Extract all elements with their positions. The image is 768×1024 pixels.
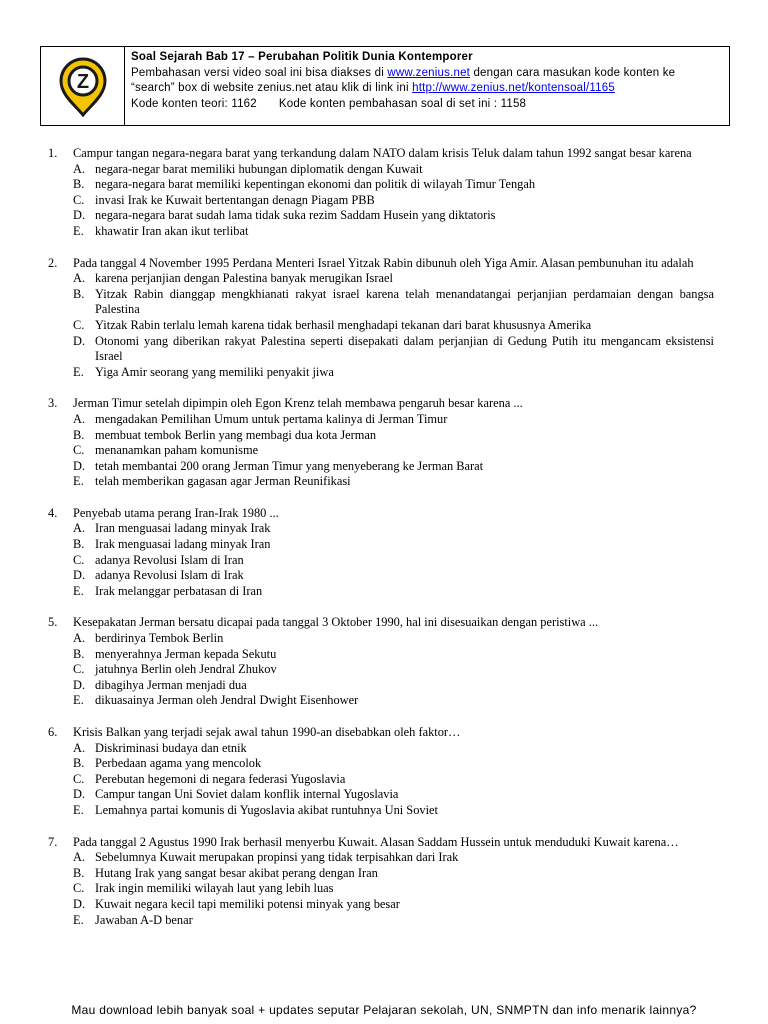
answer-option <box>73 208 714 224</box>
answer-option <box>73 412 714 428</box>
option-letter: A. <box>73 850 86 865</box>
option-letter: C. <box>73 192 85 207</box>
question-stem <box>48 725 714 741</box>
option-letter: A. <box>73 521 86 536</box>
option-letter: D. <box>73 333 86 348</box>
option-letter: B. <box>73 646 85 661</box>
answer-option <box>73 537 714 553</box>
option-letter: C. <box>73 317 85 332</box>
option-letter: C. <box>73 771 85 786</box>
zenius-logo-icon <box>57 55 109 117</box>
option-text: membuat tembok Berlin yang membagi dua kota Jerman <box>95 427 377 442</box>
question-text: Pada tanggal 4 November 1995 Perdana Menteri Israel Yitzak Rabin dibunuh oleh Yiga Amir. Alasan pembunuhan itu adalah <box>73 255 694 270</box>
option-letter: B. <box>73 427 85 442</box>
question-number: 2. <box>48 255 58 270</box>
answer-option <box>73 678 714 694</box>
question-stem <box>48 396 714 412</box>
question-stem <box>48 506 714 522</box>
question-text: Penyebab utama perang Iran-Irak 1980 ... <box>73 505 279 520</box>
question-number: 7. <box>48 834 58 849</box>
solution-code: Kode konten pembahasan soal di set ini : 1158 <box>278 97 527 110</box>
option-text: Yiga Amir seorang yang memiliki penyakit jiwa <box>95 364 334 379</box>
answer-option <box>73 271 714 287</box>
option-text: Irak menguasai ladang minyak Iran <box>95 537 271 552</box>
question-list <box>48 146 714 944</box>
question-item <box>48 725 714 819</box>
option-list <box>48 850 714 928</box>
answer-option <box>73 772 714 788</box>
question-item <box>48 256 714 381</box>
option-text: Lemahnya partai komunis di Yugoslavia akibat runtuhnya Uni Soviet <box>95 802 438 817</box>
logo-cell <box>41 47 125 125</box>
answer-option <box>73 334 714 365</box>
option-letter: C. <box>73 881 85 896</box>
theory-code: Kode konten teori: 1162 <box>131 97 257 110</box>
answer-option <box>73 756 714 772</box>
option-letter: E. <box>73 583 84 598</box>
option-letter: E. <box>73 802 84 817</box>
option-text: adanya Revolusi Islam di Irak <box>95 568 244 583</box>
question-stem <box>48 256 714 272</box>
option-text: negara-negara barat sudah lama tidak suka rezim Saddam Husein yang diktatoris <box>95 208 496 223</box>
option-letter: A. <box>73 631 86 646</box>
question-text: Jerman Timur setelah dipimpin oleh Egon Krenz telah membawa pengaruh besar karena ... <box>73 396 523 411</box>
answer-option <box>73 647 714 663</box>
option-text: telah memberikan gagasan agar Jerman Reunifikasi <box>95 474 351 489</box>
option-text: Irak melanggar perbatasan di Iran <box>95 583 263 598</box>
option-letter: A. <box>73 271 86 286</box>
logo-letter: Z <box>76 71 89 93</box>
answer-option <box>73 568 714 584</box>
option-text: Jawaban A-D benar <box>95 912 193 927</box>
option-letter: E. <box>73 364 84 379</box>
answer-option <box>73 662 714 678</box>
option-list <box>48 271 714 380</box>
option-text: Yitzak Rabin dianggap mengkhianati rakyat israel karena telah menandatangai perjanjian perdamaian dengan bangsa Palestina <box>95 286 714 317</box>
option-text: tetah membantai 200 orang Jerman Timur yang menyeberang ke Jerman Barat <box>95 458 484 473</box>
answer-option <box>73 224 714 240</box>
answer-option <box>73 162 714 178</box>
option-text: berdirinya Tembok Berlin <box>95 631 224 646</box>
question-item <box>48 615 714 709</box>
line1-prefix: Pembahasan versi video soal ini bisa diakses di <box>131 66 388 79</box>
answer-option <box>73 584 714 600</box>
option-text: karena perjanjian dengan Palestina banyak merugikan Israel <box>95 271 393 286</box>
question-item <box>48 146 714 240</box>
answer-option <box>73 631 714 647</box>
answer-option <box>73 521 714 537</box>
option-letter: B. <box>73 286 85 301</box>
option-text: Yitzak Rabin terlalu lemah karena tidak berhasil menghadapi tekanan dari barat khususnya Amerika <box>95 317 592 332</box>
option-list <box>48 162 714 240</box>
answer-option <box>73 459 714 475</box>
option-text: menanamkan paham komunisme <box>95 443 259 458</box>
option-text: invasi Irak ke Kuwait bertentangan denagn Piagam PBB <box>95 192 375 207</box>
option-text: khawatir Iran akan ikut terlibat <box>95 223 249 238</box>
question-item <box>48 835 714 929</box>
question-text: Krisis Balkan yang terjadi sejak awal tahun 1990-an disebabkan oleh faktor… <box>73 725 461 739</box>
option-letter: E. <box>73 223 84 238</box>
question-stem <box>48 615 714 631</box>
question-text: Kesepakatan Jerman bersatu dicapai pada tanggal 3 Oktober 1990, hal ini disesuaikan dengan peristiwa ... <box>73 615 599 630</box>
option-list <box>48 412 714 490</box>
question-number: 1. <box>48 146 58 160</box>
line1-suffix: dengan cara masukan kode konten ke <box>470 66 676 79</box>
answer-option <box>73 913 714 929</box>
answer-option <box>73 803 714 819</box>
option-text: Sebelumnya Kuwait merupakan propinsi yang tidak terpisahkan dari Irak <box>95 850 459 865</box>
option-text: Diskriminasi budaya dan etnik <box>95 740 247 755</box>
option-letter: B. <box>73 865 85 880</box>
answer-option <box>73 553 714 569</box>
option-letter: E. <box>73 912 84 927</box>
option-text: Otonomi yang diberikan rakyat Palestina seperti disepakati dalam perjanjian di Gedung Putih itu mengancam eksistensi Israel <box>95 333 714 364</box>
header-line-2 <box>131 81 723 97</box>
option-text: menyerahnya Jerman kepada Sekutu <box>95 646 277 661</box>
kontensoal-link[interactable]: http://www.zenius.net/kontensoal/1165 <box>412 82 615 94</box>
option-list <box>48 521 714 599</box>
option-letter: E. <box>73 474 84 489</box>
answer-option <box>73 318 714 334</box>
option-letter: B. <box>73 537 85 552</box>
option-text: Iran menguasai ladang minyak Irak <box>95 521 271 536</box>
option-text: Kuwait negara kecil tapi memiliki potensi minyak yang besar <box>95 896 400 911</box>
answer-option <box>73 866 714 882</box>
answer-option <box>73 365 714 381</box>
option-letter: C. <box>73 443 85 458</box>
option-letter: D. <box>73 896 86 911</box>
option-text: Perebutan hegemoni di negara federasi Yugoslavia <box>95 771 346 786</box>
option-text: Perbedaan agama yang mencolok <box>95 756 262 771</box>
header-info <box>125 47 729 125</box>
option-letter: C. <box>73 552 85 567</box>
option-letter: D. <box>73 208 86 223</box>
header-codes <box>131 97 723 113</box>
option-text: negara-negara barat memiliki kepentingan ekonomi dan politik di wilayah Timur Tengah <box>95 177 536 192</box>
question-stem <box>48 146 714 162</box>
option-text: jatuhnya Berlin oleh Jendral Zhukov <box>95 662 277 677</box>
option-letter: C. <box>73 662 85 677</box>
option-letter: D. <box>73 458 86 473</box>
answer-option <box>73 741 714 757</box>
answer-option <box>73 428 714 444</box>
option-text: adanya Revolusi Islam di Iran <box>95 552 244 567</box>
option-letter: A. <box>73 740 86 755</box>
option-text: Campur tangan Uni Soviet dalam konflik internal Yugoslavia <box>95 787 399 802</box>
option-text: Irak ingin memiliki wilayah laut yang lebih luas <box>95 881 334 896</box>
option-text: dibagihya Jerman menjadi dua <box>95 677 247 692</box>
option-letter: B. <box>73 756 85 771</box>
answer-option <box>73 693 714 709</box>
option-text: dikuasainya Jerman oleh Jendral Dwight Eisenhower <box>95 693 359 708</box>
answer-option <box>73 443 714 459</box>
option-letter: A. <box>73 411 86 426</box>
answer-option <box>73 881 714 897</box>
option-letter: A. <box>73 161 86 176</box>
option-letter: B. <box>73 177 85 192</box>
question-text: Campur tangan negara-negara barat yang terkandung dalam NATO dalam krisis Teluk dalam tahun 1992 sangat besar karena <box>73 146 692 160</box>
answer-option <box>73 193 714 209</box>
answer-option <box>73 474 714 490</box>
question-number: 4. <box>48 505 58 520</box>
document-title: Soal Sejarah Bab 17 – Perubahan Politik Dunia Kontemporer <box>131 51 473 63</box>
header-line-1 <box>131 66 723 82</box>
answer-option <box>73 287 714 318</box>
option-list <box>48 631 714 709</box>
answer-option <box>73 177 714 193</box>
question-text: Pada tanggal 2 Agustus 1990 Irak berhasil menyerbu Kuwait. Alasan Saddam Hussein untuk menduduki Kuwait karena… <box>73 834 679 849</box>
question-item <box>48 506 714 600</box>
header-box <box>40 46 730 126</box>
option-letter: E. <box>73 693 84 708</box>
question-item <box>48 396 714 490</box>
answer-option <box>73 787 714 803</box>
answer-option <box>73 850 714 866</box>
line2-prefix: “search” box di website zenius.net atau klik di link ini <box>131 82 413 94</box>
option-text: Hutang Irak yang sangat besar akibat perang dengan Iran <box>95 865 378 880</box>
question-number: 5. <box>48 615 58 630</box>
question-number: 6. <box>48 725 58 739</box>
option-letter: D. <box>73 568 86 583</box>
answer-option <box>73 897 714 913</box>
question-number: 3. <box>48 396 58 411</box>
option-text: mengadakan Pemilihan Umum untuk pertama kalinya di Jerman Timur <box>95 411 448 426</box>
option-letter: D. <box>73 787 86 802</box>
zenius-link[interactable]: www.zenius.net <box>387 66 471 79</box>
option-list <box>48 741 714 819</box>
footer-text: Mau download lebih banyak soal + updates seputar Pelajaran sekolah, UN, SNMPTN dan info menarik lainnya? <box>71 1003 697 1017</box>
option-text: negara-negar barat memiliki hubungan diplomatik dengan Kuwait <box>95 161 423 176</box>
option-letter: D. <box>73 677 86 692</box>
question-stem <box>48 835 714 851</box>
